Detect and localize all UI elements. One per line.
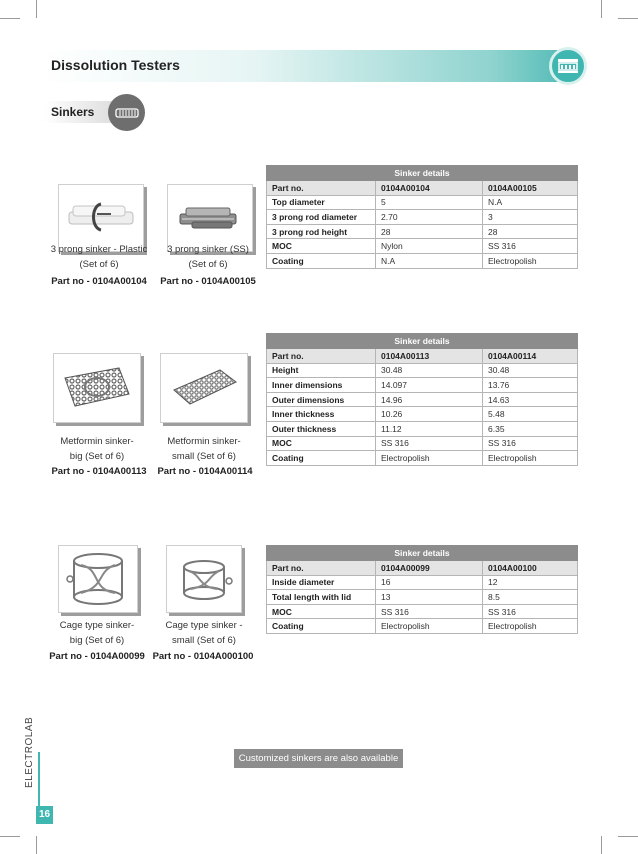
table-value-cell: Electropolish [483, 451, 578, 466]
table-label-cell: MOC [267, 436, 376, 451]
table-value-cell: 0104A00099 [376, 561, 483, 576]
table-value-cell: 12 [483, 575, 578, 590]
table-label-cell: Top diameter [267, 195, 376, 210]
table-label-cell: Part no. [267, 181, 376, 196]
table-value-cell: 14.097 [376, 378, 483, 393]
table-value-cell: 6.35 [483, 421, 578, 436]
metformin-sinker-small-image [160, 353, 248, 423]
table-label-cell: MOC [267, 239, 376, 254]
table-row [267, 239, 578, 254]
crop-mark [601, 836, 602, 854]
product-caption: 3 prong sinker - Plastic (Set of 6) [50, 244, 148, 270]
table-row [267, 253, 578, 268]
table-row [267, 407, 578, 422]
table-value-cell: 14.96 [376, 392, 483, 407]
table-label-cell: Inner dimensions [267, 378, 376, 393]
table-row [267, 210, 578, 225]
product-part-number: Part no - 0104A00105 [160, 276, 256, 287]
table-label-cell: Coating [267, 253, 376, 268]
product-part-number: Part no - 0104A00114 [157, 466, 253, 477]
sinker-details-table [266, 545, 578, 634]
table-value-cell: 28 [483, 224, 578, 239]
table-label-cell: Total length with lid [267, 590, 376, 605]
table-value-cell: N.A [376, 253, 483, 268]
table-label-cell: 3 prong rod diameter [267, 210, 376, 225]
table-value-cell: 10.26 [376, 407, 483, 422]
table-heading: Sinker details [267, 166, 578, 181]
customized-sinkers-note: Customized sinkers are also available [234, 749, 403, 768]
table-value-cell: SS 316 [483, 436, 578, 451]
crop-mark [36, 836, 37, 854]
table-value-cell: 8.5 [483, 590, 578, 605]
table-row [267, 619, 578, 634]
page-title: Dissolution Testers [51, 57, 180, 73]
table-value-cell: 28 [376, 224, 483, 239]
product-part-number: Part no - 0104A000100 [152, 651, 254, 662]
table-value-cell: Electropolish [376, 451, 483, 466]
table-row [267, 436, 578, 451]
table-label-cell: Outer dimensions [267, 392, 376, 407]
table-label-cell: Coating [267, 619, 376, 634]
table-label-cell: Inner thickness [267, 407, 376, 422]
metformin-sinker-big-image [53, 353, 141, 423]
table-value-cell: 14.63 [483, 392, 578, 407]
product-part-number: Part no - 0104A00104 [51, 276, 147, 287]
table-value-cell: 30.48 [376, 363, 483, 378]
product-caption: 3 prong sinker (SS) (Set of 6) [167, 244, 249, 270]
table-value-cell: 0104A00104 [376, 181, 483, 196]
table-label-cell: Coating [267, 451, 376, 466]
table-value-cell: SS 316 [483, 604, 578, 619]
table-row [267, 392, 578, 407]
product-caption: Cage type sinker - small (Set of 6) [165, 620, 243, 646]
table-heading: Sinker details [267, 334, 578, 349]
table-heading: Sinker details [267, 546, 578, 561]
sinker-details-table [266, 333, 578, 466]
table-row [267, 451, 578, 466]
table-value-cell: 0104A00100 [483, 561, 578, 576]
table-value-cell: Electropolish [376, 619, 483, 634]
table-value-cell: SS 316 [376, 436, 483, 451]
crop-mark [618, 18, 638, 19]
table-row [267, 349, 578, 364]
table-value-cell: 0104A00113 [376, 349, 483, 364]
table-row [267, 590, 578, 605]
brand-name: ELECTROLAB [24, 716, 35, 788]
table-value-cell: 0104A00105 [483, 181, 578, 196]
sinker-icon [108, 94, 145, 131]
crop-mark [618, 836, 638, 837]
table-row [267, 575, 578, 590]
table-row [267, 421, 578, 436]
table-value-cell: 2.70 [376, 210, 483, 225]
section-title: Sinkers [51, 105, 95, 119]
table-row [267, 363, 578, 378]
crop-mark [601, 0, 602, 18]
table-row [267, 604, 578, 619]
brand-bar [38, 752, 40, 806]
table-row [267, 181, 578, 196]
dissolution-apparatus-icon [549, 47, 587, 85]
table-value-cell: 13.76 [483, 378, 578, 393]
table-value-cell: SS 316 [483, 239, 578, 254]
product-caption: Metformin sinker- small (Set of 6) [167, 436, 241, 462]
table-value-cell: Electropolish [483, 253, 578, 268]
table-value-cell: Electropolish [483, 619, 578, 634]
table-value-cell: N.A [483, 195, 578, 210]
table-value-cell: 0104A00114 [483, 349, 578, 364]
table-value-cell: 13 [376, 590, 483, 605]
table-row [267, 195, 578, 210]
product-caption: Metformin sinker- big (Set of 6) [60, 436, 134, 462]
table-label-cell: Part no. [267, 349, 376, 364]
product-part-number: Part no - 0104A00113 [51, 466, 147, 477]
crop-mark [0, 18, 20, 19]
table-value-cell: Nylon [376, 239, 483, 254]
cage-sinker-big-image [58, 545, 138, 613]
product-caption: Cage type sinker- big (Set of 6) [59, 620, 135, 646]
table-row [267, 224, 578, 239]
table-value-cell: 11.12 [376, 421, 483, 436]
table-label-cell: Height [267, 363, 376, 378]
table-row [267, 378, 578, 393]
table-value-cell: SS 316 [376, 604, 483, 619]
cage-sinker-small-image [166, 545, 242, 613]
sinker-details-table [266, 165, 578, 269]
product-part-number: Part no - 0104A00099 [49, 651, 145, 662]
table-row [267, 561, 578, 576]
crop-mark [36, 0, 37, 18]
table-label-cell: Inside diameter [267, 575, 376, 590]
table-value-cell: 16 [376, 575, 483, 590]
page-number: 16 [36, 806, 53, 824]
table-value-cell: 5 [376, 195, 483, 210]
table-value-cell: 30.48 [483, 363, 578, 378]
table-label-cell: 3 prong rod height [267, 224, 376, 239]
table-value-cell: 5.48 [483, 407, 578, 422]
crop-mark [0, 836, 20, 837]
table-value-cell: 3 [483, 210, 578, 225]
table-label-cell: Outer thickness [267, 421, 376, 436]
table-label-cell: MOC [267, 604, 376, 619]
table-label-cell: Part no. [267, 561, 376, 576]
